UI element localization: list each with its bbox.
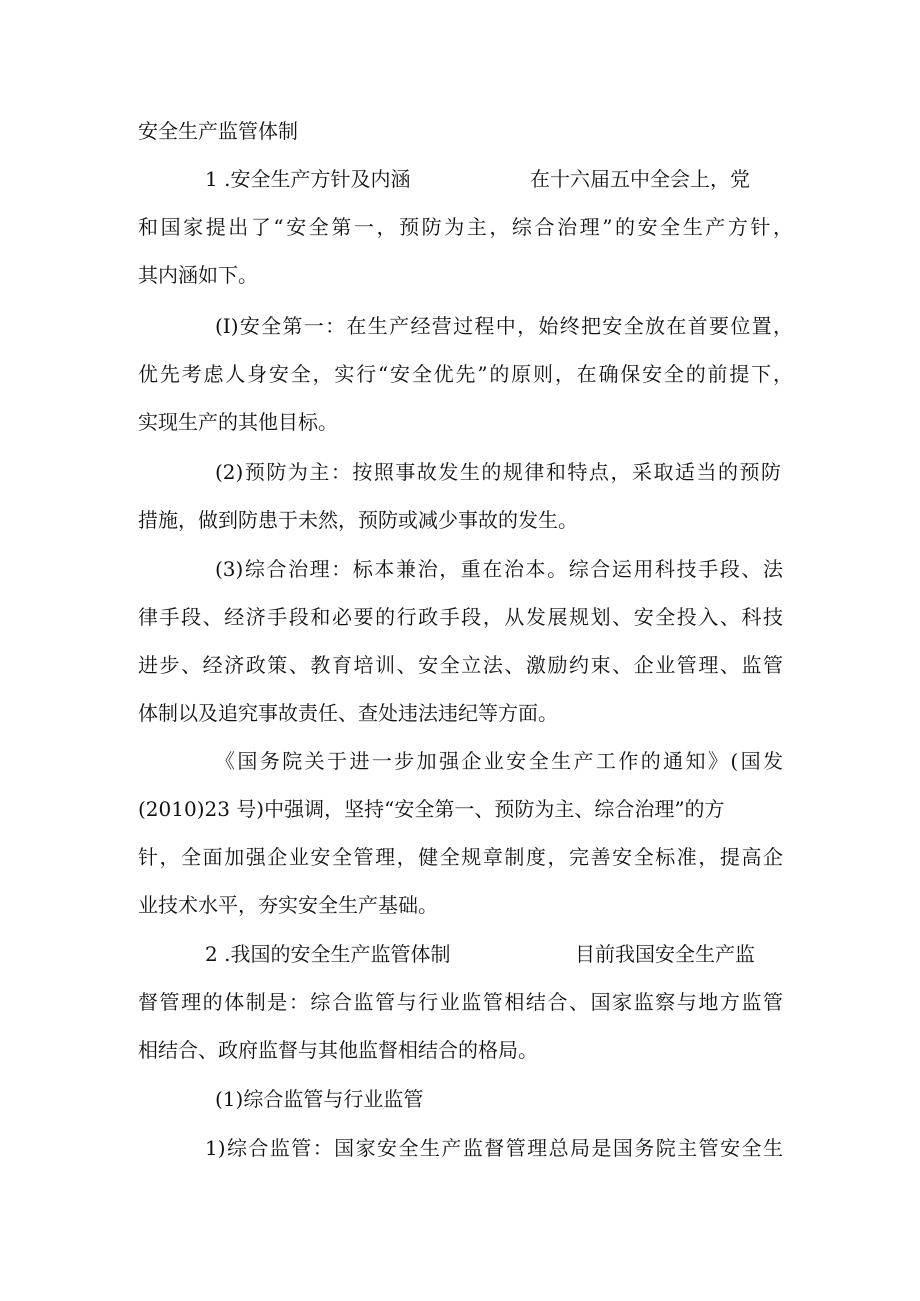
section-2-heading-tail: 目前我国安全生产监 — [575, 942, 755, 966]
subsection-1-heading: (1)综合监管与行业监管 — [215, 1087, 424, 1111]
paragraph-4-line-4: 业技术水平，夯实安全生产基础。 — [138, 893, 438, 917]
section-1-line-2: 和国家提出了“安全第一，预防为主，综合治理”的安全生产方针， — [138, 215, 793, 239]
paragraph-4-line-3: 针，全面加强企业安全管理，健全规章制度，完善安全标准，提高企 — [138, 845, 783, 869]
paragraph-1-line-3: 实现生产的其他目标。 — [138, 410, 338, 434]
section-1-heading-tail: 在十六届五中全会上，党 — [530, 167, 750, 191]
paragraph-4-line-2: (2010)23 号)中强调，坚持“安全第一、预防为主、综合治理”的方 — [138, 797, 725, 821]
paragraph-2-line-1: (2)预防为主：按照事故发生的规律和特点，采取适当的预防 — [215, 460, 781, 484]
paragraph-3-line-3: 进步、经济政策、教育培训、安全立法、激励约束、企业管理、监管 — [138, 653, 783, 677]
paragraph-3-line-2: 律手段、经济手段和必要的行政手段，从发展规划、安全投入、科技 — [138, 605, 783, 629]
paragraph-1-line-1: (I)安全第一：在生产经营过程中，始终把安全放在首要位置， — [215, 314, 793, 338]
paragraph-1-line-2: 优先考虑人身安全，实行“安全优先”的原则，在确保安全的前提下， — [138, 362, 793, 386]
subsection-1-item-1: 1)综合监管：国家安全生产监督管理总局是国务院主管安全生 — [205, 1136, 783, 1160]
document-title: 安全生产监管体制 — [138, 119, 298, 143]
section-2-line-3: 相结合、政府监督与其他监督相结合的格局。 — [138, 1038, 538, 1062]
paragraph-3-line-1: (3)综合治理：标本兼治，重在治本。综合运用科技手段、法 — [215, 557, 783, 581]
section-1-line-3: 其内涵如下。 — [138, 263, 258, 287]
section-1-heading: 1 .安全生产方针及内涵 — [205, 167, 411, 191]
paragraph-3-line-4: 体制以及追究事故责任、查处违法违纪等方面。 — [138, 701, 558, 725]
section-2-line-2: 督管理的体制是：综合监管与行业监管相结合、国家监察与地方监管 — [138, 990, 783, 1014]
paragraph-4-line-1: 《国务院关于进一步加强企业安全生产工作的通知》(国发 — [215, 749, 783, 773]
section-2-heading: 2 .我国的安全生产监管体制 — [205, 942, 451, 966]
paragraph-2-line-2: 措施，做到防患于未然，预防或减少事故的发生。 — [138, 508, 578, 532]
